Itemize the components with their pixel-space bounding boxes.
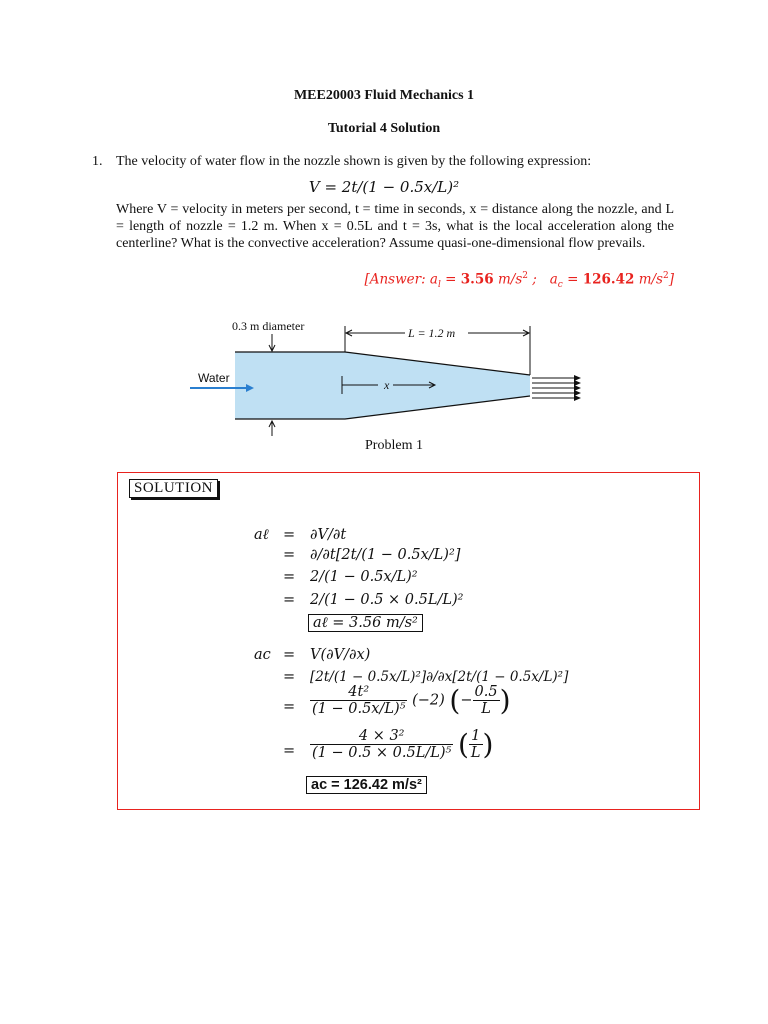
sol-lhs-al: aℓ [254,527,269,543]
answer-ac-unit: m/s [638,271,663,288]
sol-boxed-al [308,615,423,632]
sol-eq: = [283,527,296,543]
fraction-numerator: 0.5 [474,684,498,700]
sol-eq: = [283,592,296,608]
diameter-label: 0.3 m diameter [232,319,305,333]
sol-eq: = [283,569,296,585]
answer-suffix: ] [668,271,674,288]
boxed-ac-result: ac = 126.42 m/s² [306,776,427,794]
fraction-numerator: 1 [469,728,483,745]
sol-eq: = [283,699,296,715]
answer-separator: ; [532,271,537,288]
nozzle-figure [180,312,600,437]
water-label: Water [198,371,230,385]
solution-label: SOLUTION [129,479,218,498]
fraction-denominator: (1 − 0.5x/L)⁵ [312,701,406,717]
fraction [310,728,453,761]
answer-al-sub: l [437,280,441,291]
sol-eq: = [283,743,296,759]
fraction [473,684,500,717]
boxed-al-result: aℓ = 3.56 m/s² [308,614,423,632]
fraction-denominator: L [481,701,491,717]
answer-al-label: a [429,271,438,288]
answer-ac-value: 126.42 [582,271,635,288]
neg-sign: − [460,692,473,709]
sol-line: 2/(1 − 0.5 × 0.5L/L)² [310,592,464,608]
fraction-denominator: (1 − 0.5 × 0.5L/L)⁵ [312,745,452,761]
sol-lhs-ac: ac [254,647,271,663]
figure-caption: Problem 1 [365,438,423,453]
exit-jet-arrows [532,378,576,398]
sol-line: 2/(1 − 0.5x/L)² [310,569,418,585]
answer-al-unit: m/s [497,271,523,288]
answer-prefix: [Answer: [364,271,426,288]
tutorial-title: Tutorial 4 Solution [327,121,441,136]
answer-ac-sub: c [557,280,563,291]
sol-boxed-ac [306,777,427,793]
sol-line: ∂/∂t[2t/(1 − 0.5x/L)²] [310,547,461,563]
fraction-tail: (−2) [412,692,445,709]
sol-eq: = [283,547,296,563]
question-intro: The velocity of water flow in the nozzle shown is given by the following expression: [116,154,592,169]
nozzle-fluid [235,352,530,419]
fraction-numerator: 4t² [310,684,407,701]
x-label: x [384,378,390,392]
sol-eq: = [283,669,296,685]
sol-line: ∂V/∂t [310,527,347,543]
fraction [469,728,483,761]
fraction-denominator: L [470,745,481,761]
velocity-equation: V = 2t/(1 − 0.5x/L)² [308,178,460,196]
fraction-numerator: 4 × 3² [310,728,453,745]
question-description: Where V = velocity in meters per second, t = time in seconds, x = distance along the nozzle, and L = length of nozzle = 1.2 m. When x = 0.5L and t = 3s, what is the local acceleration along the centerline? What is the convective acceleration? Assume quasi-one-dimensional flow prevails. [116,202,674,251]
answer-al-value: 3.56 [460,271,494,288]
sol-line: V(∂V/∂x) [310,647,371,663]
sol-line-frac2: $\frac{\text{4 × 3²}}{\text{(1 − 0.5 × 0.5L/L)⁵}}$ ( $\frac{1}{L}$ ) [312,728,494,761]
question-number: 1. [92,154,103,169]
answer-ac-label: a [549,271,558,288]
fraction [310,684,407,717]
sol-line: [2t/(1 − 0.5x/L)²]∂/∂x[2t/(1 − 0.5x/L)²] [310,669,569,685]
answer-line: [Answer: $a_l = 3.56$ $m/s^2$ ; $a_c = 126.42$ $m/s^2$] [364,271,674,291]
course-title: MEE20003 Fluid Mechanics 1 [293,88,475,103]
sol-line-frac1: $\frac{\text{4t²}}{\text{(1 − 0.5x/L)⁵}}$ (−2) (− $\frac{0.5}{L}$ ) [312,684,511,717]
sol-eq: = [283,647,296,663]
length-label: L = 1.2 m [408,326,456,340]
